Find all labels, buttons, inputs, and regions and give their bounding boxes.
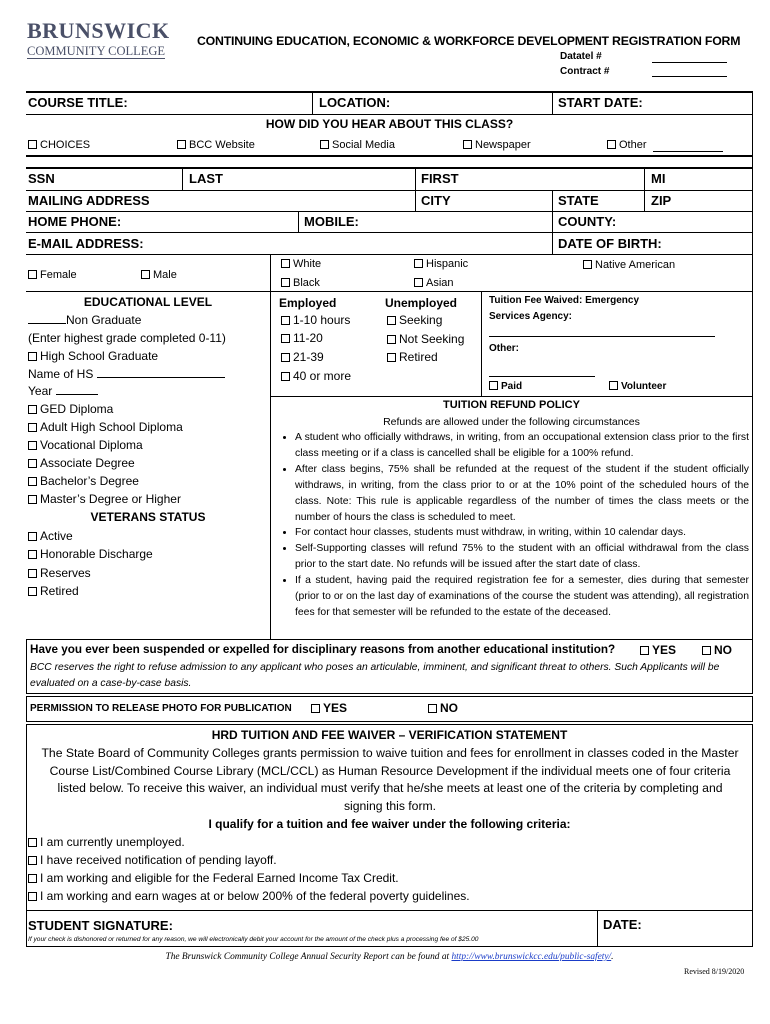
employed-heading: Employed <box>279 296 337 310</box>
home-phone-label: HOME PHONE: <box>28 214 122 229</box>
logo-line2: COMMUNITY COLLEGE <box>27 44 166 58</box>
ssn-label: SSN <box>28 171 55 186</box>
unemp-retired[interactable]: Retired <box>387 350 438 364</box>
waiver-qualify: I qualify for a tuition and fee waiver under the following criteria: <box>208 817 571 831</box>
mobile-label: MOBILE: <box>304 214 359 229</box>
checkbox[interactable] <box>281 278 290 287</box>
enter-grade: (Enter highest grade completed 0-11) <box>28 331 226 345</box>
name-of-hs[interactable]: Name of HS <box>28 367 225 381</box>
emp-40-more[interactable]: 40 or more <box>281 369 351 383</box>
checkbox[interactable] <box>609 381 618 390</box>
checkbox[interactable] <box>28 569 37 578</box>
hear-social-media[interactable]: Social Media <box>320 139 395 151</box>
refund-heading: TUITION REFUND POLICY <box>443 399 580 411</box>
volunteer-option[interactable]: Volunteer <box>609 381 666 392</box>
disciplinary-note: BCC reserves the right to refuse admission to any applicant who poses an articulable, imminent, and significant threat to others. Such Applicants will be evaluated on a case-by-case basis. <box>30 662 720 689</box>
course-title-label: COURSE TITLE: <box>28 95 128 110</box>
checkbox[interactable] <box>387 335 396 344</box>
revised-date: Revised 8/19/2020 <box>684 967 745 976</box>
other-label: Other: <box>489 343 519 354</box>
edu-vocational[interactable]: Vocational Diploma <box>28 438 143 452</box>
refund-item: • A student who officially withdraws, in writing, from an occupational extension class prior to the first class meeting or if a class is cancelled shall be eligible for a 100% refund. <box>295 430 749 462</box>
state-label: STATE <box>558 193 599 208</box>
checkbox[interactable] <box>387 353 396 362</box>
mi-label: MI <box>651 171 666 186</box>
edu-bachelor[interactable]: Bachelor’s Degree <box>28 474 139 488</box>
checkbox[interactable] <box>311 704 320 713</box>
start-date-label: START DATE: <box>558 95 643 110</box>
first-label: FIRST <box>421 171 459 186</box>
criteria-layoff[interactable]: I have received notification of pending layoff. <box>28 853 277 867</box>
zip-label: ZIP <box>651 193 672 208</box>
checkbox[interactable] <box>489 381 498 390</box>
photo-permission-label: PERMISSION TO RELEASE PHOTO FOR PUBLICATION <box>30 703 292 714</box>
county-label: COUNTY: <box>558 214 617 229</box>
edu-ged[interactable]: GED Diploma <box>28 402 113 416</box>
checkbox[interactable] <box>414 259 423 268</box>
waiver-body: The State Board of Community Colleges grants permission to waive tuition and fees for enrollment in classes coded in the Master Course List/Combined Course Library (MCL/CCL) as Human Resource Development if the individual meets one of four criteria listed below. To receive this waiver, an individual must verify that he/she meets at least one of the criteria by completing and signing this form. <box>41 746 739 814</box>
hear-other[interactable]: Other <box>607 139 647 151</box>
checkbox[interactable] <box>28 270 37 279</box>
emp-1-10[interactable]: 1-10 hours <box>281 313 350 327</box>
check-note: If your check is dishonored or returned for any reason, we will electronically debit your account for the amount of the check plus a processing fee of $25.00 <box>28 936 479 943</box>
checkbox[interactable] <box>177 140 186 149</box>
fee-waived-line2: Services Agency: <box>489 311 573 322</box>
photo-yes[interactable]: YES <box>311 701 347 715</box>
disciplinary-question: Have you ever been suspended or expelled for disciplinary reasons from another educational institution? <box>30 643 616 656</box>
checkbox[interactable] <box>28 352 37 361</box>
email-label: E-MAIL ADDRESS: <box>28 236 144 251</box>
race-native-american[interactable]: Native American <box>583 259 675 271</box>
checkbox[interactable] <box>28 874 37 883</box>
checkbox[interactable] <box>640 646 649 655</box>
waiver-heading: HRD TUITION AND FEE WAIVER – VERIFICATION STATEMENT <box>211 728 568 742</box>
race-asian[interactable]: Asian <box>414 277 454 289</box>
hear-bcc-website[interactable]: BCC Website <box>177 139 255 151</box>
checkbox[interactable] <box>28 532 37 541</box>
unemployed-heading: Unemployed <box>385 296 458 310</box>
checkbox[interactable] <box>463 140 472 149</box>
mailing-address-label: MAILING ADDRESS <box>28 193 150 208</box>
checkbox[interactable] <box>281 259 290 268</box>
checkbox[interactable] <box>414 278 423 287</box>
race-hispanic[interactable]: Hispanic <box>414 258 468 270</box>
emp-21-39[interactable]: 21-39 <box>281 350 324 364</box>
refund-item: • After class begins, 75% shall be refunded at the request of the student if the student officially withdraws, in writing, from the class prior to or at the 10% point of the scheduled hours of the class. Note: This rule is applicable regardless of the number of times the class meets or the number of hours the class is scheduled to meet. <box>295 462 749 526</box>
unemp-not-seeking[interactable]: Not Seeking <box>387 332 464 346</box>
checkbox[interactable] <box>28 587 37 596</box>
checkbox[interactable] <box>28 459 37 468</box>
checkbox[interactable] <box>583 260 592 269</box>
edu-master[interactable]: Master’s Degree or Higher <box>28 492 181 506</box>
location-label: LOCATION: <box>319 95 391 110</box>
checkbox[interactable] <box>702 646 711 655</box>
non-graduate[interactable]: Non Graduate <box>28 313 141 327</box>
disciplinary-no[interactable]: NO <box>702 643 732 657</box>
checkbox[interactable] <box>320 140 329 149</box>
logo <box>27 18 170 60</box>
gender-female[interactable]: Female <box>28 269 77 281</box>
security-report-link[interactable]: http://www.brunswickcc.edu/public-safety/ <box>451 952 612 962</box>
hear-choices[interactable]: CHOICES <box>28 139 90 151</box>
refund-item: • Self-Supporting classes will refund 75% to the student with an official withdrawal from the class prior to the start date. No refunds will be issued after the start date of class. <box>295 541 749 573</box>
hear-newspaper[interactable]: Newspaper <box>463 139 531 151</box>
race-white[interactable]: White <box>281 258 321 270</box>
refund-item: • If a student, having paid the required registration fee for a semester, dies during that semester (prior to or on the last day of examinations of the course the student was attending), all registration fees for that semester will be refunded to the estate of the deceased. <box>295 573 749 621</box>
checkbox[interactable] <box>607 140 616 149</box>
fee-waived-line1: Tuition Fee Waived: Emergency <box>489 295 640 306</box>
city-label: CITY <box>421 193 451 208</box>
last-label: LAST <box>189 171 223 186</box>
disciplinary-yes[interactable]: YES <box>640 643 676 657</box>
checkbox[interactable] <box>28 495 37 504</box>
checkbox[interactable] <box>28 838 37 847</box>
student-signature-label: STUDENT SIGNATURE: <box>28 918 173 933</box>
checkbox[interactable] <box>28 892 37 901</box>
vet-honorable[interactable]: Honorable Discharge <box>28 547 153 561</box>
checkbox[interactable] <box>281 372 290 381</box>
refund-list <box>271 430 749 621</box>
high-school-graduate[interactable]: High School Graduate <box>28 349 158 363</box>
checkbox[interactable] <box>28 856 37 865</box>
logo-line1: BRUNSWICK <box>27 18 170 43</box>
checkbox[interactable] <box>28 477 37 486</box>
unemp-seeking[interactable]: Seeking <box>387 313 442 327</box>
checkbox[interactable] <box>281 316 290 325</box>
year-field[interactable]: Year <box>28 384 98 398</box>
gender-male[interactable]: Male <box>141 269 177 281</box>
refund-item: • For contact hour classes, students must withdraw, in writing, within 10 calendar days. <box>295 525 749 541</box>
paid-option[interactable]: Paid <box>489 381 522 392</box>
datatel-label: Datatel # <box>560 51 602 62</box>
checkbox[interactable] <box>28 441 37 450</box>
edu-associate[interactable]: Associate Degree <box>28 456 135 470</box>
contract-label: Contract # <box>560 66 610 77</box>
education-heading: EDUCATIONAL LEVEL <box>83 295 213 309</box>
checkbox[interactable] <box>28 405 37 414</box>
criteria-eitc[interactable]: I am working and eligible for the Federal Earned Income Tax Credit. <box>28 871 399 885</box>
race-black[interactable]: Black <box>281 277 320 289</box>
checkbox[interactable] <box>28 423 37 432</box>
security-report-note: The Brunswick Community College Annual Security Report can be found at http://www.brunswickcc.edu/public-safety/. <box>165 952 614 962</box>
vet-retired[interactable]: Retired <box>28 584 79 598</box>
vet-reserves[interactable]: Reserves <box>28 566 91 580</box>
checkbox[interactable] <box>387 316 396 325</box>
checkbox[interactable] <box>141 270 150 279</box>
vet-active[interactable]: Active <box>28 529 73 543</box>
hear-question: HOW DID YOU HEAR ABOUT THIS CLASS? <box>265 117 514 131</box>
checkbox[interactable] <box>28 550 37 559</box>
form-title: CONTINUING EDUCATION, ECONOMIC & WORKFORCE DEVELOPMENT REGISTRATION FORM <box>197 34 741 48</box>
photo-no[interactable]: NO <box>428 701 458 715</box>
refund-intro: Refunds are allowed under the following circumstances <box>383 416 640 428</box>
dob-label: DATE OF BIRTH: <box>558 236 662 251</box>
date-label: DATE: <box>603 917 642 932</box>
emp-11-20[interactable]: 11-20 <box>281 331 323 345</box>
checkbox[interactable] <box>428 704 437 713</box>
edu-adult-hs[interactable]: Adult High School Diploma <box>28 420 183 434</box>
checkbox[interactable] <box>281 353 290 362</box>
criteria-poverty[interactable]: I am working and earn wages at or below 200% of the federal poverty guidelines. <box>28 889 470 903</box>
criteria-unemployed[interactable]: I am currently unemployed. <box>28 835 185 849</box>
checkbox[interactable] <box>281 334 290 343</box>
veterans-heading: VETERANS STATUS <box>90 510 206 524</box>
checkbox[interactable] <box>28 140 37 149</box>
